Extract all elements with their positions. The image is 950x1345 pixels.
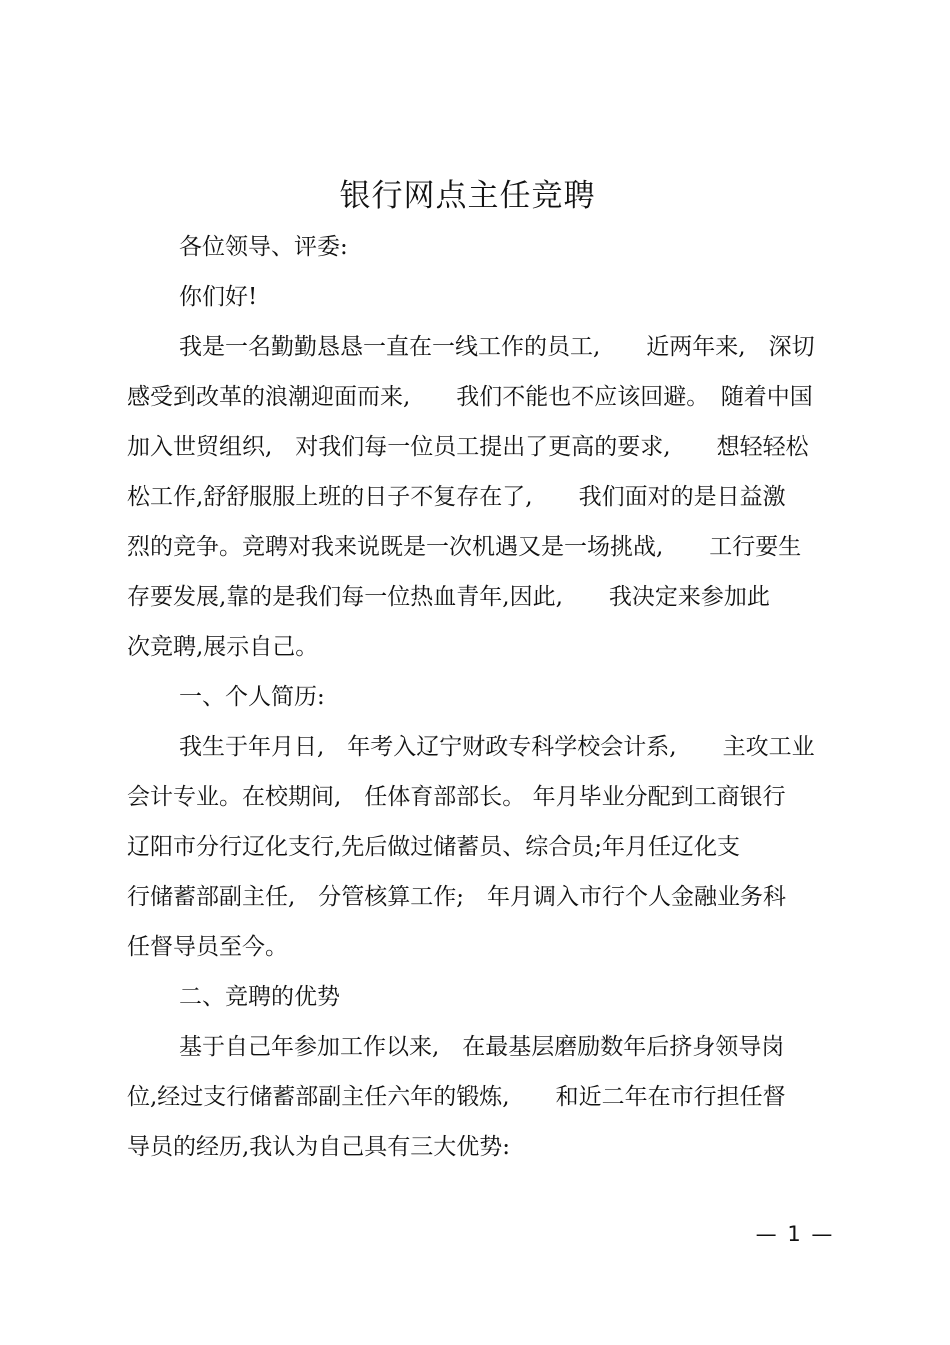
paragraph-line: 行储蓄部副主任, 分管核算工作; 年月调入市行个人金融业务科	[127, 884, 787, 910]
paragraph-line: 辽阳市分行辽化支行,先后做过储蓄员、综合员;年月任辽化支	[127, 834, 741, 860]
paragraph-line: 任督导员至今。	[127, 934, 288, 960]
document-title: 银行网点主任竞聘	[339, 178, 596, 214]
paragraph-line: 次竞聘,展示自己。	[127, 634, 319, 660]
paragraph-line: 感受到改革的浪潮迎面而来, 我们不能也不应该回避。 随着中国	[127, 384, 813, 410]
paragraph-line: 位,经过支行储蓄部副主任六年的锻炼, 和近二年在市行担任督	[127, 1084, 786, 1110]
paragraph-line: 我是一名勤勤恳恳一直在一线工作的员工, 近两年来, 深切	[179, 334, 815, 360]
paragraph-line: 基于自己年参加工作以来, 在最基层磨励数年后挤身领导岗	[179, 1034, 785, 1060]
paragraph-line: 导员的经历,我认为自己具有三大优势:	[127, 1134, 511, 1160]
section-heading: 一、个人简历:	[179, 684, 325, 710]
paragraph-line: 存要发展,靠的是我们每一位热血青年,因此, 我决定来参加此	[127, 584, 770, 610]
document-body	[127, 222, 832, 1172]
paragraph-line: 我生于年月日, 年考入辽宁财政专科学校会计系, 主攻工业	[179, 734, 815, 760]
paragraph-line: 烈的竞争。竞聘对我来说既是一次机遇又是一场挑战, 工行要生	[127, 534, 802, 560]
paragraph-line: 加入世贸组织, 对我们每一位员工提出了更高的要求, 想轻轻松	[127, 434, 809, 460]
greeting: 你们好!	[179, 284, 258, 310]
paragraph-line: 松工作,舒舒服服上班的日子不复存在了, 我们面对的是日益激	[127, 484, 786, 510]
paragraph-line: 会计专业。在校期间, 任体育部部长。 年月毕业分配到工商银行	[127, 784, 786, 810]
section-heading: 二、竞聘的优势	[179, 984, 340, 1010]
salutation: 各位领导、评委:	[179, 234, 348, 260]
page-number: — 1 —	[755, 1222, 835, 1246]
